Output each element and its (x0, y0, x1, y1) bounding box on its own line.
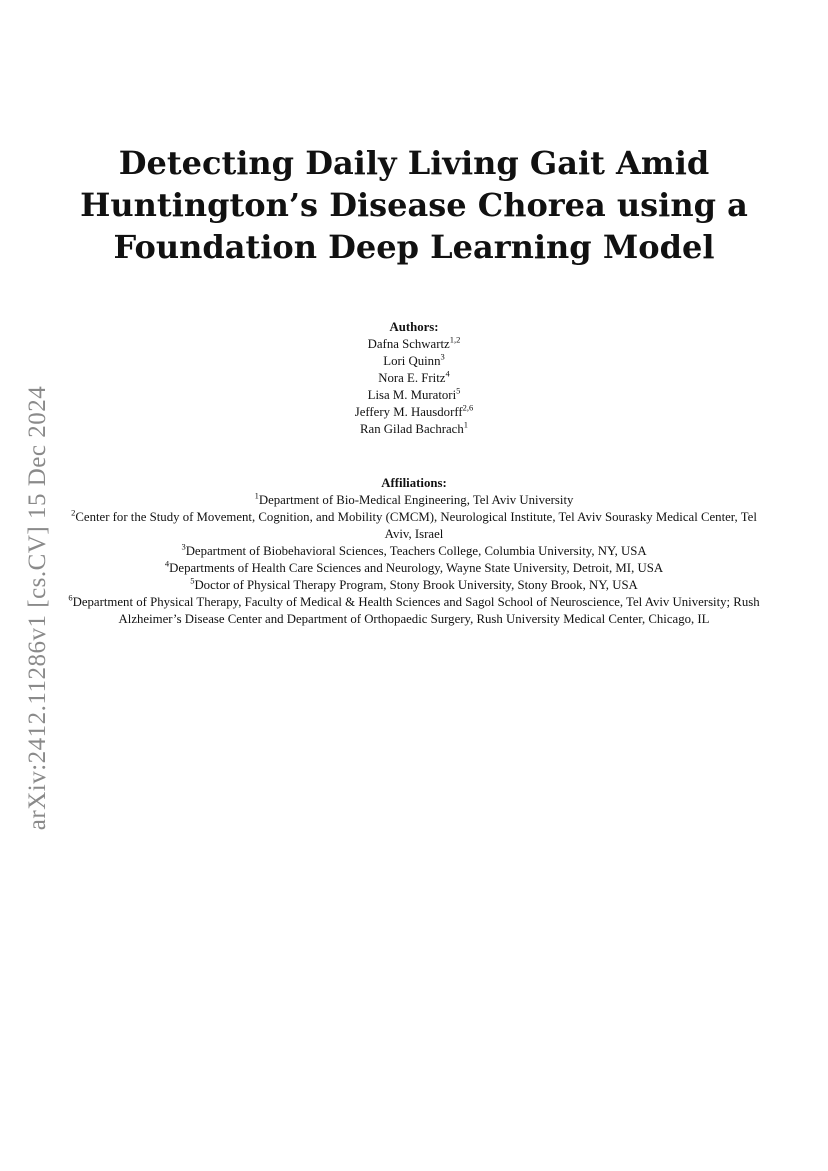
affiliation-marker: 5 (190, 575, 195, 586)
affiliation-marker: 6 (68, 592, 73, 603)
affiliation-item (60, 577, 768, 594)
author-affiliation-marker: 1,2 (449, 334, 461, 345)
affiliation-marker: 1 (254, 490, 259, 501)
author-name (0, 387, 828, 404)
author-affiliation-marker: 3 (440, 351, 445, 362)
author-name-text: Jeffery M. Hausdorff (354, 405, 463, 419)
author-name-text: Nora E. Fritz (378, 371, 446, 385)
author-name (0, 353, 828, 370)
title-line: Foundation Deep Learning Model (113, 228, 715, 266)
authors-heading: Authors: (389, 320, 439, 334)
author-name (0, 404, 828, 421)
affiliations-heading: Affiliations: (381, 476, 447, 490)
author-name-text: Ran Gilad Bachrach (359, 422, 464, 436)
author-name (0, 336, 828, 353)
affiliation-item (60, 509, 768, 543)
author-affiliation-marker: 1 (463, 419, 468, 430)
author-affiliation-marker: 5 (456, 385, 461, 396)
author-name-text: Lisa M. Muratori (367, 388, 457, 402)
affiliation-marker: 3 (181, 541, 186, 552)
paper-title (0, 142, 828, 268)
affiliation-text: Doctor of Physical Therapy Program, Stony Brook University, Stony Brook, NY, USA (194, 578, 638, 592)
author-affiliation-marker: 4 (445, 368, 450, 379)
author-name (0, 421, 828, 438)
affiliation-text: Departments of Health Care Sciences and Neurology, Wayne State University, Detroit, MI, USA (169, 561, 664, 575)
affiliations-section (60, 475, 768, 628)
affiliation-text: Department of Biobehavioral Sciences, Teachers College, Columbia University, NY, USA (185, 544, 647, 558)
affiliation-marker: 2 (71, 507, 76, 518)
affiliation-item (60, 543, 768, 560)
authors-section (0, 319, 828, 438)
affiliation-item (60, 560, 768, 577)
affiliation-item (60, 594, 768, 628)
affiliation-item (60, 492, 768, 509)
author-affiliation-marker: 2,6 (462, 402, 474, 413)
affiliation-text: Department of Bio-Medical Engineering, Tel Aviv University (258, 493, 574, 507)
author-name (0, 370, 828, 387)
author-name-text: Dafna Schwartz (367, 337, 450, 351)
author-name-text: Lori Quinn (383, 354, 441, 368)
title-line: Detecting Daily Living Gait Amid (118, 144, 710, 182)
affiliation-marker: 4 (164, 558, 170, 569)
title-line: Huntington’s Disease Chorea using a (80, 186, 748, 224)
affiliation-text: Department of Physical Therapy, Faculty of Medical & Health Sciences and Sagol School of Neuroscience, Tel Aviv University; Rush Alzheimer’s Disease Center and Department of Orthopaedic Surgery, Rush University Medical Center, Chicago, IL (72, 595, 760, 626)
affiliation-text: Center for the Study of Movement, Cognition, and Mobility (CMCM), Neurological Institute, Tel Aviv Sourasky Medical Center, Tel Aviv, Israel (75, 510, 757, 541)
arxiv-identifier: arXiv:2412.11286v1 [cs.CV] 15 Dec 2024 (24, 385, 51, 831)
